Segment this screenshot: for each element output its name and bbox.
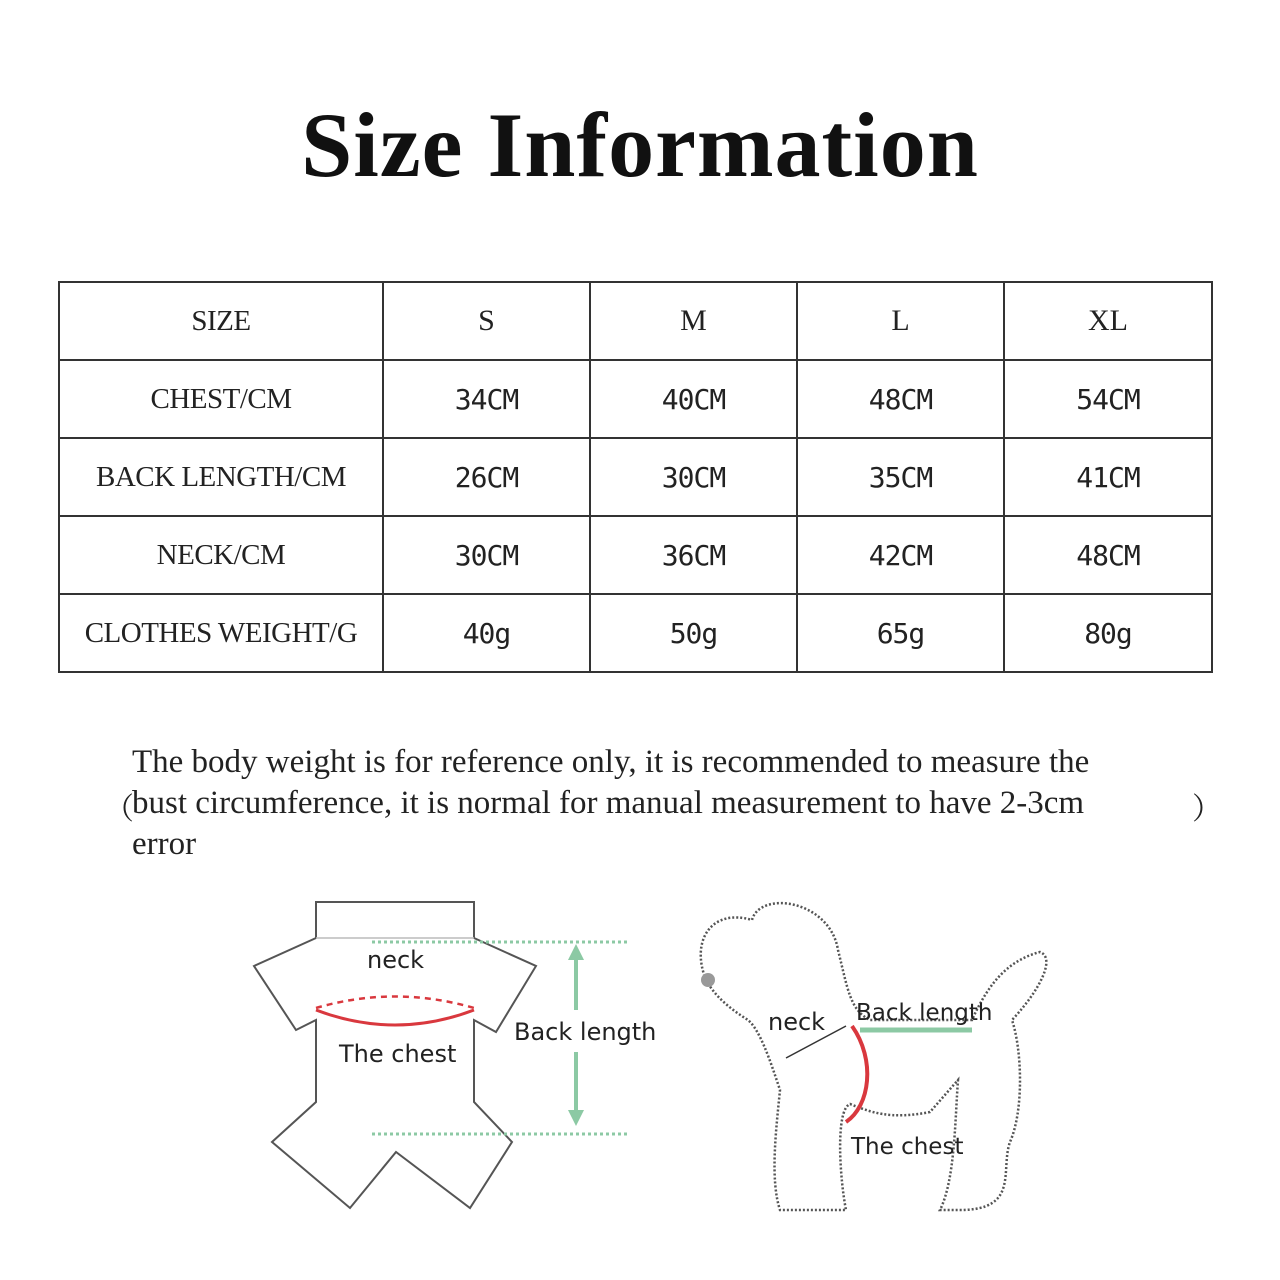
table-cell: 30CM: [383, 516, 590, 594]
table-cell: 34CM: [383, 360, 590, 438]
header-cell-l: L: [797, 282, 1004, 360]
table-cell: 26CM: [383, 438, 590, 516]
dog-diagram: [701, 903, 1047, 1210]
table-header-row: [59, 282, 1212, 360]
row-label-chest: CHEST/CM: [59, 360, 383, 438]
table-cell: 48CM: [1004, 516, 1212, 594]
table-row: [59, 594, 1212, 672]
table-cell: 48CM: [797, 360, 1004, 438]
table-cell: 40CM: [590, 360, 797, 438]
chest-front-curve: [316, 1010, 474, 1025]
header-cell-m: M: [590, 282, 797, 360]
clothes-chest-label: The chest: [339, 1040, 457, 1068]
dog-back-length-label: Back length: [856, 1000, 993, 1026]
clothes-diagram: [254, 902, 656, 1208]
dog-nose: [701, 973, 715, 987]
table-row: [59, 516, 1212, 594]
table-row: [59, 360, 1212, 438]
table-cell: 42CM: [797, 516, 1004, 594]
note-line: The body weight is for reference only, it is recommended to measure the: [132, 744, 1090, 780]
note-close-paren: ）: [1192, 793, 1222, 826]
header-cell-xl: XL: [1004, 282, 1212, 360]
table-row: [59, 438, 1212, 516]
row-label-clothes-weight: CLOTHES WEIGHT/G: [59, 594, 383, 672]
table-cell: 40g: [383, 594, 590, 672]
clothes-back-length-label: Back length: [514, 1018, 657, 1046]
note-open-paren: （: [104, 793, 134, 826]
measurement-diagram: [0, 880, 1280, 1280]
dog-chest-label: The chest: [851, 1134, 964, 1160]
arrow-down-icon: [568, 1110, 584, 1126]
header-cell-s: S: [383, 282, 590, 360]
table-cell: 41CM: [1004, 438, 1212, 516]
note-line: bust circumference, it is normal for manual measurement to have 2-3cm: [132, 785, 1085, 821]
header-cell-size: SIZE: [59, 282, 383, 360]
table-cell: 35CM: [797, 438, 1004, 516]
row-label-back-length: BACK LENGTH/CM: [59, 438, 383, 516]
size-table: [58, 281, 1213, 673]
arrow-up-icon: [568, 944, 584, 960]
dog-neck-label: neck: [768, 1008, 826, 1036]
table-cell: 50g: [590, 594, 797, 672]
page-title: Size Information: [301, 94, 979, 196]
measurement-note: [132, 742, 1192, 865]
table-cell: 65g: [797, 594, 1004, 672]
table-cell: 54CM: [1004, 360, 1212, 438]
dog-outline: [701, 903, 1047, 1210]
table-cell: 36CM: [590, 516, 797, 594]
dog-chest-curve: [846, 1026, 867, 1122]
chest-back-dashed-curve: [316, 997, 474, 1009]
table-cell: 80g: [1004, 594, 1212, 672]
row-label-neck: NECK/CM: [59, 516, 383, 594]
clothes-neck-label: neck: [367, 946, 425, 974]
note-line: error: [132, 826, 197, 862]
table-cell: 30CM: [590, 438, 797, 516]
